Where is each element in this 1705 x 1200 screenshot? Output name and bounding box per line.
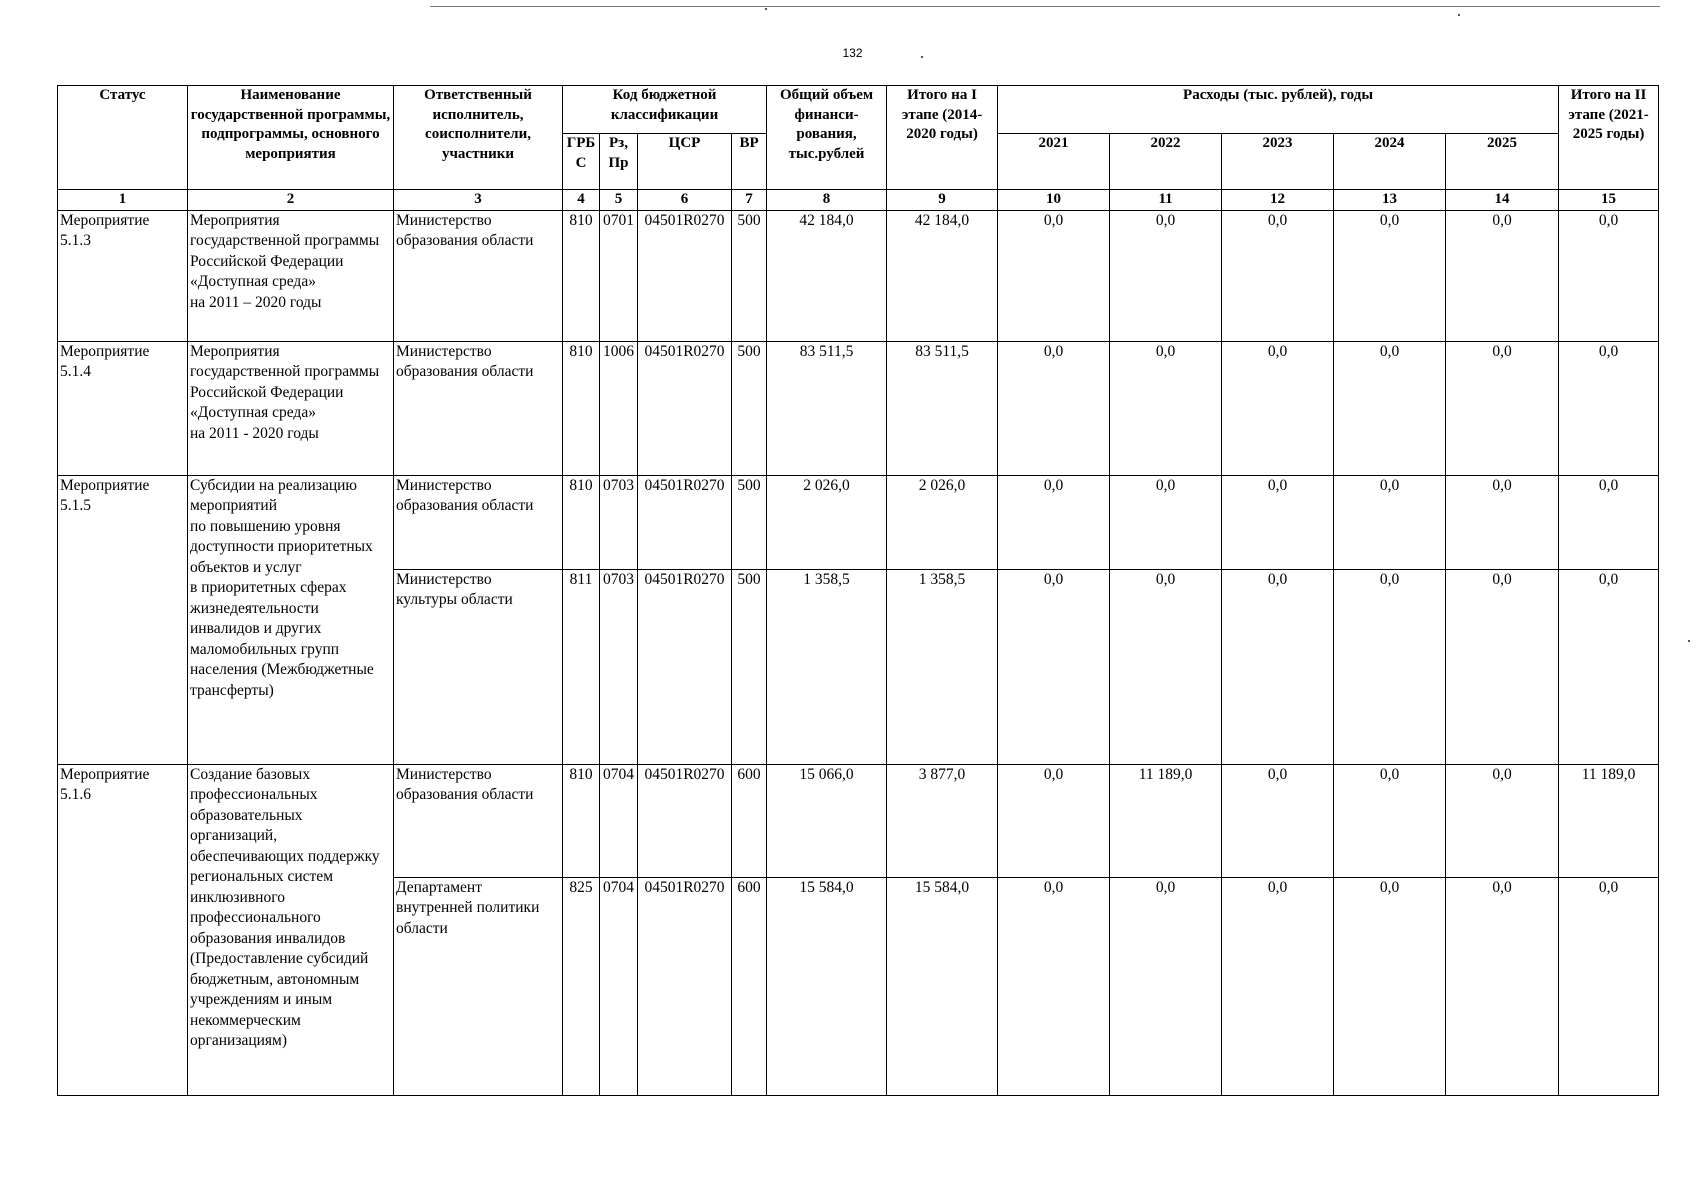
cell-total: 42 184,0 [767, 210, 887, 341]
column-number: 5 [600, 190, 638, 211]
cell-grbs: 811 [563, 569, 600, 764]
header-total-volume: Общий объем финанси-рования, тыс.рублей [767, 86, 887, 190]
header-budget-code: Код бюджетной классификации [563, 86, 767, 134]
cell-total: 83 511,5 [767, 341, 887, 475]
cell-2021: 0,0 [998, 569, 1110, 764]
table-row [58, 210, 1659, 341]
cell-grbs: 825 [563, 877, 600, 1095]
cell-2024: 0,0 [1334, 341, 1446, 475]
cell-stage2: 0,0 [1559, 877, 1659, 1095]
cell-stage1: 2 026,0 [887, 475, 998, 569]
cell-2025: 0,0 [1446, 877, 1559, 1095]
cell-csr: 04501R0270 [638, 877, 732, 1095]
cell-grbs: 810 [563, 341, 600, 475]
cell-stage2: 0,0 [1559, 569, 1659, 764]
row-name: Субсидии на реализацию мероприятий по повышению уровня доступности приоритетных объектов и услуг в приоритетных сферах жизнедеятельности инвалидов и других маломобильных групп населения (Межбюджетные трансферты) [188, 475, 394, 764]
budget-table [57, 85, 1659, 1096]
cell-grbs: 810 [563, 475, 600, 569]
cell-2022: 0,0 [1110, 341, 1222, 475]
cell-vr: 500 [732, 475, 767, 569]
cell-2025: 0,0 [1446, 764, 1559, 877]
cell-2023: 0,0 [1222, 877, 1334, 1095]
column-number: 11 [1110, 190, 1222, 211]
cell-2024: 0,0 [1334, 569, 1446, 764]
header-grbs: ГРБ С [563, 134, 600, 190]
cell-2024: 0,0 [1334, 877, 1446, 1095]
cell-2023: 0,0 [1222, 475, 1334, 569]
scan-speck [765, 8, 767, 10]
header-stage1: Итого на I этапе (2014-2020 годы) [887, 86, 998, 190]
row-responsible: Министерство культуры области [394, 569, 563, 764]
cell-2024: 0,0 [1334, 475, 1446, 569]
cell-2025: 0,0 [1446, 569, 1559, 764]
header-responsible: Ответственный исполнитель, соисполнители, участники [394, 86, 563, 190]
cell-stage1: 1 358,5 [887, 569, 998, 764]
row-responsible: Министерство образования области [394, 341, 563, 475]
cell-stage1: 15 584,0 [887, 877, 998, 1095]
row-responsible: Министерство образования области [394, 764, 563, 877]
column-number: 7 [732, 190, 767, 211]
cell-csr: 04501R0270 [638, 475, 732, 569]
cell-2023: 0,0 [1222, 210, 1334, 341]
table-row [58, 475, 1659, 569]
cell-2023: 0,0 [1222, 569, 1334, 764]
column-number: 8 [767, 190, 887, 211]
header-year-2023: 2023 [1222, 134, 1334, 190]
cell-stage2: 0,0 [1559, 475, 1659, 569]
cell-2021: 0,0 [998, 341, 1110, 475]
column-number: 6 [638, 190, 732, 211]
row-status: Мероприятие 5.1.6 [58, 764, 188, 1095]
cell-csr: 04501R0270 [638, 210, 732, 341]
page-number: 132 [842, 46, 863, 60]
cell-stage1: 83 511,5 [887, 341, 998, 475]
cell-rz-pr: 1006 [600, 341, 638, 475]
cell-2022: 0,0 [1110, 569, 1222, 764]
cell-total: 15 066,0 [767, 764, 887, 877]
cell-2023: 0,0 [1222, 341, 1334, 475]
cell-vr: 600 [732, 877, 767, 1095]
cell-2023: 0,0 [1222, 764, 1334, 877]
cell-rz-pr: 0703 [600, 569, 638, 764]
scan-speck [1688, 640, 1690, 642]
cell-2024: 0,0 [1334, 210, 1446, 341]
row-name: Мероприятия государственной программы Российской Федерации «Доступная среда» на 2011 – 2020 годы [188, 210, 394, 341]
cell-2021: 0,0 [998, 877, 1110, 1095]
cell-2025: 0,0 [1446, 341, 1559, 475]
table-row [58, 341, 1659, 475]
cell-2021: 0,0 [998, 764, 1110, 877]
cell-total: 15 584,0 [767, 877, 887, 1095]
cell-vr: 600 [732, 764, 767, 877]
column-number: 12 [1222, 190, 1334, 211]
cell-2025: 0,0 [1446, 475, 1559, 569]
cell-stage1: 42 184,0 [887, 210, 998, 341]
cell-stage2: 0,0 [1559, 341, 1659, 475]
cell-rz-pr: 0703 [600, 475, 638, 569]
cell-stage2: 11 189,0 [1559, 764, 1659, 877]
scan-top-rule [430, 6, 1660, 7]
column-number: 4 [563, 190, 600, 211]
cell-total: 2 026,0 [767, 475, 887, 569]
row-responsible: Департамент внутренней политики области [394, 877, 563, 1095]
row-name: Создание базовых профессиональных образовательных организаций, обеспечивающих поддержку региональных систем инклюзивного профессионального образования инвалидов (Предоставление субсидий бюджетным, автономным учреждениям и иным некоммерческим организациям) [188, 764, 394, 1095]
header-year-2025: 2025 [1446, 134, 1559, 190]
column-number: 9 [887, 190, 998, 211]
cell-csr: 04501R0270 [638, 341, 732, 475]
cell-vr: 500 [732, 210, 767, 341]
cell-2021: 0,0 [998, 210, 1110, 341]
header-vr: ВР [732, 134, 767, 190]
cell-grbs: 810 [563, 210, 600, 341]
cell-rz-pr: 0704 [600, 764, 638, 877]
header-year-2022: 2022 [1110, 134, 1222, 190]
column-number: 3 [394, 190, 563, 211]
column-number: 2 [188, 190, 394, 211]
cell-csr: 04501R0270 [638, 569, 732, 764]
cell-2024: 0,0 [1334, 764, 1446, 877]
cell-2021: 0,0 [998, 475, 1110, 569]
header-stage2: Итого на II этапе (2021-2025 годы) [1559, 86, 1659, 190]
row-name: Мероприятия государственной программы Российской Федерации «Доступная среда» на 2011 - 2020 годы [188, 341, 394, 475]
column-number: 13 [1334, 190, 1446, 211]
cell-2025: 0,0 [1446, 210, 1559, 341]
scan-speck [1458, 14, 1460, 16]
column-number: 14 [1446, 190, 1559, 211]
row-status: Мероприятие 5.1.5 [58, 475, 188, 764]
row-responsible: Министерство образования области [394, 475, 563, 569]
header-status: Статус [58, 86, 188, 190]
cell-2022: 0,0 [1110, 877, 1222, 1095]
column-number: 1 [58, 190, 188, 211]
column-number: 15 [1559, 190, 1659, 211]
cell-rz-pr: 0704 [600, 877, 638, 1095]
table-row [58, 764, 1659, 877]
cell-rz-pr: 0701 [600, 210, 638, 341]
header-year-2024: 2024 [1334, 134, 1446, 190]
cell-total: 1 358,5 [767, 569, 887, 764]
row-responsible: Министерство образования области [394, 210, 563, 341]
cell-grbs: 810 [563, 764, 600, 877]
row-status: Мероприятие 5.1.3 [58, 210, 188, 341]
cell-2022: 0,0 [1110, 210, 1222, 341]
cell-csr: 04501R0270 [638, 764, 732, 877]
column-number: 10 [998, 190, 1110, 211]
cell-vr: 500 [732, 569, 767, 764]
header-expenses: Расходы (тыс. рублей), годы [998, 86, 1559, 134]
cell-stage1: 3 877,0 [887, 764, 998, 877]
cell-vr: 500 [732, 341, 767, 475]
header-year-2021: 2021 [998, 134, 1110, 190]
cell-2022: 0,0 [1110, 475, 1222, 569]
header-rz-pr: Рз, Пр [600, 134, 638, 190]
header-name: Наименование государственной программы, подпрограммы, основного мероприятия [188, 86, 394, 190]
header-csr: ЦСР [638, 134, 732, 190]
cell-stage2: 0,0 [1559, 210, 1659, 341]
row-status: Мероприятие 5.1.4 [58, 341, 188, 475]
cell-2022: 11 189,0 [1110, 764, 1222, 877]
